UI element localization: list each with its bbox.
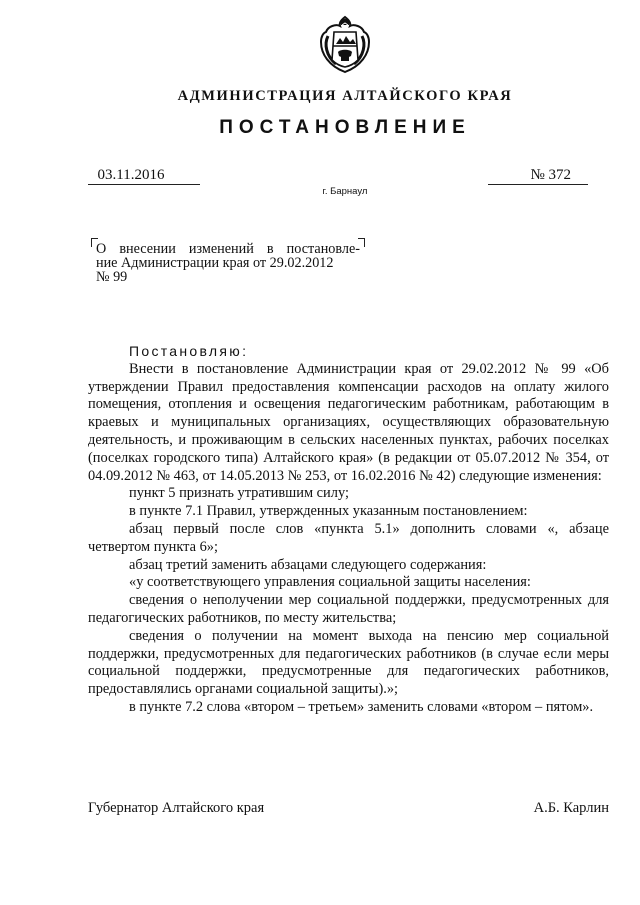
body-paragraph: Внести в постановление Администрации края от 29.02.2012 № 99 «Об утверждении Правил предоставления компенсации расходов на оплату жилого помещения, отопления и освещения педагогическим работникам, работающим в краевых и муниципальных организациях, осуществляющих образовательную деятельность, и проживающим в сельских населенных пунктах, рабочих поселках (поселках городского типа) Алтайского края» (в редакции от 05.07.2012 № 354, от 04.09.2012 № 463, от 14.05.2013 № 253, от 16.02.2016 № 42) следующие изменения: [88, 360, 609, 484]
coat-of-arms-icon [314, 14, 376, 76]
body-paragraph: в пункте 7.1 Правил, утвержденных указанным постановлением: [129, 503, 528, 520]
signatory-name: А.Б. Карлин [533, 800, 609, 816]
body-paragraph: абзац первый после слов «пункта 5.1» дополнить словами «, абзаце четвертом пункта 6»; [88, 520, 609, 555]
subject-line: № 99 [96, 269, 128, 285]
document-date [88, 167, 200, 185]
body-paragraph: пункт 5 признать утратившим силу; [129, 485, 349, 502]
subject-line: О внесении изменений в постановле- [96, 241, 360, 257]
body-paragraph: в пункте 7.2 слова «втором – третьем» заменить словами «втором – пятом». [129, 698, 594, 715]
body-paragraph: «у соответствующего управления социальной защиты населения: [129, 574, 531, 591]
subject-line: ние Администрации края от 29.02.2012 [96, 255, 334, 271]
document-body [88, 343, 609, 717]
resolve-heading: Постановляю: [129, 343, 249, 359]
number-value: № 372 [530, 167, 571, 183]
organization-name: АДМИНИСТРАЦИЯ АЛТАЙСКОГО КРАЯ [177, 88, 513, 104]
document-type: ПОСТАНОВЛЕНИЕ [219, 117, 471, 138]
body-paragraph: сведения о неполучении мер социальной поддержки, предусмотренных для педагогических работников, по месту жительства; [88, 592, 609, 626]
body-paragraph: сведения о получении на момент выхода на пенсию мер социальной поддержки, предусмотренных для педагогических работников (в случае если меры социальной поддержки, предусмотренные для педагогических работников, предоставлялись органами социальной защиты).»; [88, 627, 609, 698]
date-value: 03.11.2016 [97, 167, 165, 183]
body-paragraph: абзац третий заменить абзацами следующего содержания: [129, 556, 487, 573]
signatory-position: Губернатор Алтайского края [88, 800, 265, 816]
document-number [488, 167, 588, 185]
document-city: г. Барнаул [322, 186, 368, 197]
document-subject [96, 242, 360, 284]
